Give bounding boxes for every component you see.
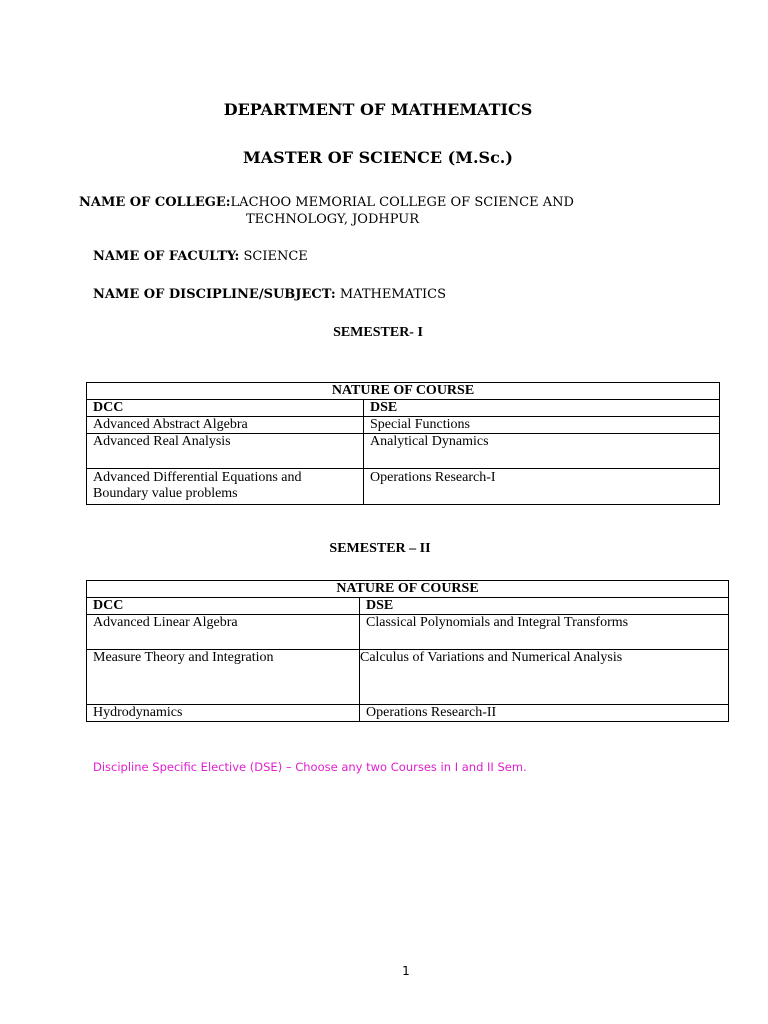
column-header-dcc: DCC [87, 598, 360, 615]
table-row [87, 650, 729, 705]
column-header-row [87, 400, 720, 417]
table-row [87, 705, 729, 722]
faculty-label: NAME OF FACULTY: [93, 249, 240, 264]
dcc-cell: Advanced Real Analysis [87, 434, 364, 469]
table-row [87, 615, 729, 650]
column-header-dcc: DCC [87, 400, 364, 417]
column-header-row [87, 598, 729, 615]
semester-2-table [86, 580, 729, 722]
dcc-cell: Advanced Linear Algebra [87, 615, 360, 650]
dcc-cell: Hydrodynamics [87, 705, 360, 722]
table-row [87, 434, 720, 469]
table-header: NATURE OF COURSE [87, 383, 720, 400]
faculty-line [93, 249, 308, 264]
table-header-row [87, 581, 729, 598]
college-label: NAME OF COLLEGE: [79, 195, 231, 210]
dcc-cell: Advanced Differential Equations and Boundary value problems [87, 469, 364, 505]
degree-title: MASTER OF SCIENCE (M.Sc.) [243, 148, 513, 167]
discipline-value: MATHEMATICS [339, 287, 446, 302]
discipline-label: NAME OF DISCIPLINE/SUBJECT: [93, 287, 336, 302]
dse-cell: Operations Research-II [360, 705, 729, 722]
table-row [87, 469, 720, 505]
semester-1-table [86, 382, 720, 505]
dse-cell: Operations Research-I [364, 469, 720, 505]
page-number: 1 [402, 964, 410, 978]
column-header-dse: DSE [364, 400, 720, 417]
semester-1-title: SEMESTER- I [333, 325, 423, 340]
semester-2-title: SEMESTER – II [329, 541, 431, 556]
faculty-value: SCIENCE [243, 249, 308, 264]
discipline-line [93, 287, 446, 302]
dse-cell: Special Functions [364, 417, 720, 434]
college-value-line-2: TECHNOLOGY, JODHPUR [246, 212, 419, 227]
dcc-cell: Measure Theory and Integration [87, 650, 360, 705]
dse-cell: Calculus of Variations and Numerical Analysis [360, 650, 729, 705]
department-title: DEPARTMENT OF MATHEMATICS [223, 100, 533, 119]
dse-cell: Analytical Dynamics [364, 434, 720, 469]
column-header-dse: DSE [360, 598, 729, 615]
dse-note: Discipline Specific Elective (DSE) – Choose any two Courses in I and II Sem. [93, 760, 527, 774]
table-header: NATURE OF COURSE [87, 581, 729, 598]
dcc-cell: Advanced Abstract Algebra [87, 417, 364, 434]
college-value-line-1: LACHOO MEMORIAL COLLEGE OF SCIENCE AND [230, 195, 574, 210]
dse-cell: Classical Polynomials and Integral Transforms [360, 615, 729, 650]
table-header-row [87, 383, 720, 400]
table-row [87, 417, 720, 434]
college-line [79, 194, 659, 228]
